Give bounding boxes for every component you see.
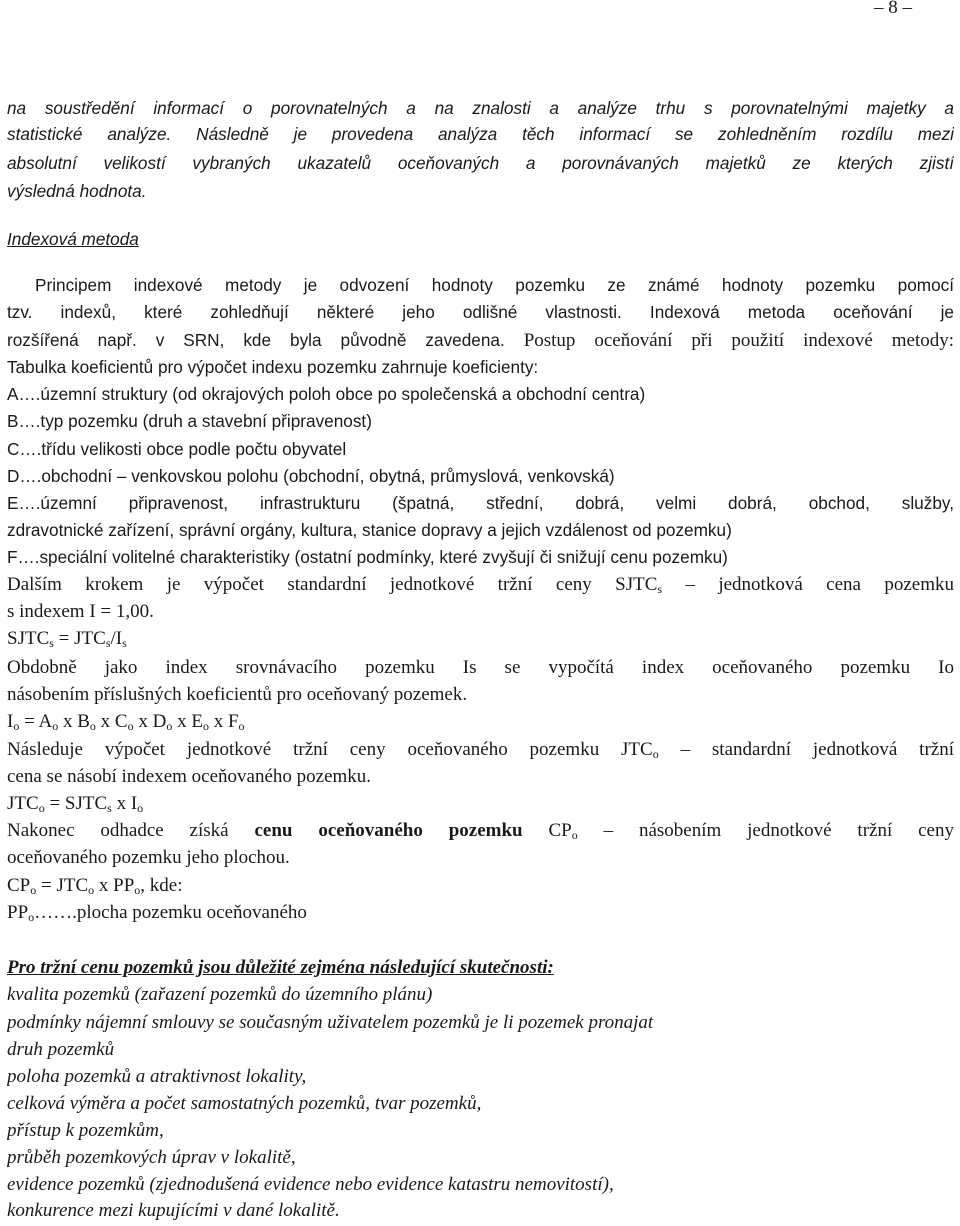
subscript: s [105,636,111,650]
text-line: výsledná hodnota. [7,181,147,201]
text-span: x F [208,711,239,732]
text-span: Následuje výpočet jednotkové tržní ceny oceňovaného pozemku JTC [7,739,653,760]
coefficient-b: B….typ pozemku (druh a stavební připravenost) [7,411,372,431]
section-heading-market-price-factors: Pro tržní cenu pozemků jsou důležité zejména následující skutečnosti: [7,957,554,978]
list-item: průběh pozemkových úprav v lokalitě, [7,1147,296,1168]
text-line [7,737,954,763]
text-span: – jednotková cena pozemku [662,574,954,595]
list-item: přístup k pozemkům, [7,1120,164,1141]
text-line: násobením příslušných koeficientů pro oceňovaný pozemek. [7,684,468,705]
text-span: – standardní jednotková tržní [658,739,954,760]
list-item: podmínky nájemní smlouvy se současným uživatelem pozemků je li pozemek pronajat [7,1012,654,1033]
text-line: na soustředění informací o porovnatelných a na znalosti a analýze trhu s porovnatelnými majetky a [7,98,954,118]
subscript: s [657,582,663,596]
coefficient-f: F….speciální volitelné charakteristiky (ostatní podmínky, které zvyšují či snižují cenu pozemku) [7,547,728,567]
subscript: s [122,636,127,650]
text-span: Nakonec odhadce získá [7,820,255,841]
subscript: o [202,719,209,733]
text-line [7,572,954,598]
text-span: JTC [7,793,39,814]
text-line: tzv. indexů, které zohledňují některé jeho odlišné vlastnosti. Indexová metoda oceňování je [7,302,954,322]
text-span: CP [7,875,31,896]
text-span: x C [95,711,128,732]
text-span: PP [7,902,29,923]
subscript: o [30,883,37,897]
subscript: o [238,719,245,733]
subscript: o [166,719,173,733]
text-span: = JTC [53,628,106,649]
coefficient-a: A….územní struktury (od okrajových poloh obce po společenská a obchodní centra) [7,384,646,404]
text-line: Obdobně jako index srovnávacího pozemku Is se vypočítá index oceňovaného pozemku Io [7,657,954,678]
text-span: Postup oceňování při použití indexové metody: [504,330,954,351]
subscript: o [127,719,134,733]
text-line: Tabulka koeficientů pro výpočet indexu pozemku zahrnuje koeficienty: [7,357,539,377]
text-span: x PP [94,875,135,896]
text-span: I [7,711,14,732]
coefficient-c: C….třídu velikosti obce podle počtu obyvatel [7,439,347,459]
subscript: o [571,828,578,842]
list-item: celková výměra a počet samostatných pozemků, tvar pozemků, [7,1093,482,1114]
text-span: /I [110,628,123,649]
subscript: o [38,801,45,815]
subscript: o [28,910,35,924]
text-line: absolutní velikostí vybraných ukazatelů oceňovaných a porovnávaných majetků ze kterých zjistí [7,153,954,173]
text-line: s indexem I = 1,00. [7,601,154,622]
subscript: o [88,883,95,897]
text-line [7,818,954,844]
page-number: – 8 – [874,0,912,18]
text-span: = JTC [36,875,89,896]
formula-io [7,709,954,735]
text-line: Principem indexové metody je odvození hodnoty pozemku ze známé hodnoty pozemku pomocí [35,275,954,295]
text-span: , kde: [140,875,183,896]
list-item: druh pozemků [7,1039,115,1060]
text-span: Dalším krokem je výpočet standardní jednotkové tržní ceny SJTC [7,574,658,595]
list-item: poloha pozemků a atraktivnost lokality, [7,1066,307,1087]
text-line: oceňovaného pozemku jeho plochou. [7,847,290,868]
text-span: x E [172,711,203,732]
text-span: CP [522,820,572,841]
text-span: x B [58,711,90,732]
formula-sjtc [7,626,954,652]
formula-jtc [7,791,954,817]
text-line: statistické analýze. Následně je provedena analýza těch informací se zohledněním rozdílu mezi [7,124,954,144]
list-item: konkurence mezi kupujícími v dané lokalitě. [7,1200,340,1221]
text-line: cena se násobí indexem oceňovaného pozemku. [7,766,372,787]
list-item: kvalita pozemků (zařazení pozemků do územního plánu) [7,984,433,1005]
coefficient-e-continued: zdravotnické zařízení, správní orgány, kultura, stanice dopravy a jejich vzdálenost od pozemku) [7,520,732,540]
coefficient-d: D….obchodní – venkovskou polohu (obchodní, obytná, průmyslová, venkovská) [7,466,615,486]
text-span: = SJTC [44,793,108,814]
text-line [7,327,954,355]
text-span: – násobením jednotkové tržní ceny [577,820,954,841]
text-span: …….plocha pozemku oceňovaného [34,902,307,923]
bold-text: cenu oceňovaného pozemku [254,820,523,841]
text-span: rozšířená např. v SRN, kde byla původně zavedena. [7,330,505,350]
definition-pp [7,900,954,926]
formula-cp [7,873,954,899]
text-span: x D [133,711,167,732]
subscript: o [89,719,96,733]
subscript: o [137,801,144,815]
subscript: o [652,747,659,761]
text-span: x I [111,793,138,814]
subscript: s [107,801,112,815]
subscript: s [49,636,54,650]
text-span: = A [19,711,53,732]
text-span: SJTC [7,628,50,649]
coefficient-e: E….územní připravenost, infrastrukturu (špatná, střední, dobrá, velmi dobrá, obchod, služby, [7,493,954,513]
subscript: o [52,719,59,733]
subscript: o [13,719,20,733]
subscript: o [134,883,141,897]
section-heading-index-method: Indexová metoda [7,229,139,249]
list-item: evidence pozemků (zjednodušená evidence nebo evidence katastru nemovitostí), [7,1174,614,1195]
